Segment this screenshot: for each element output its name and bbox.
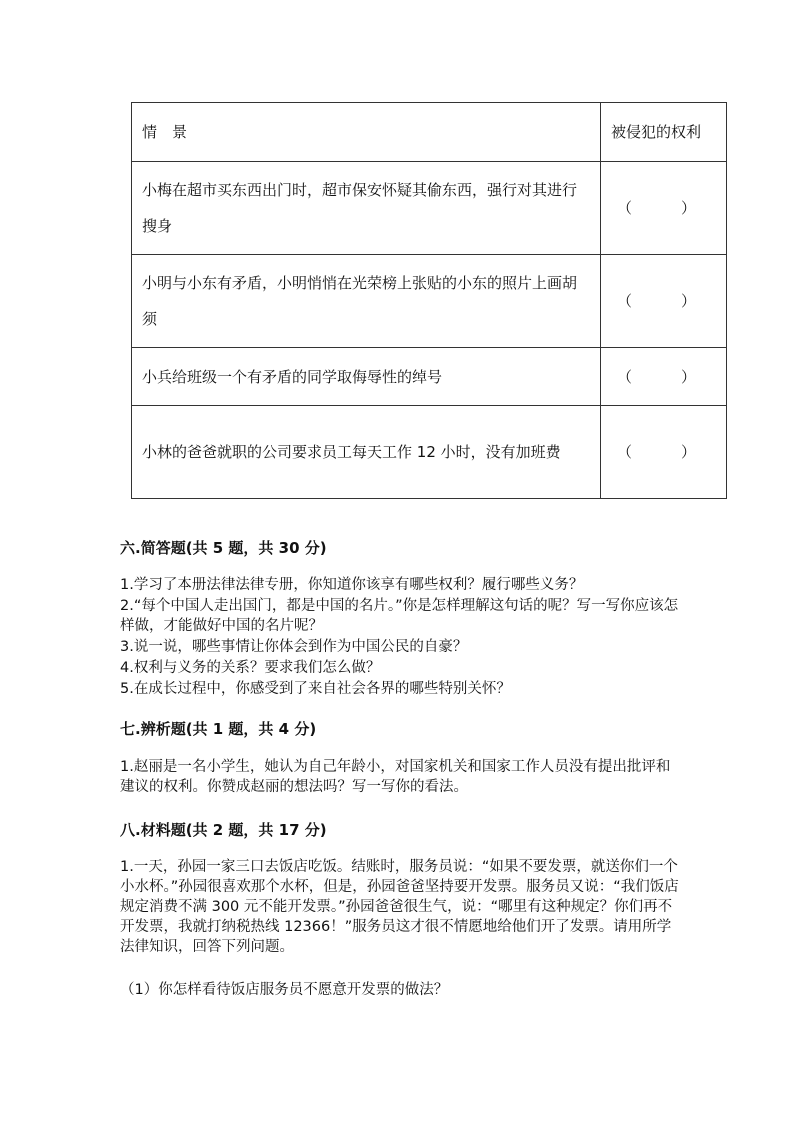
table-row (132, 255, 727, 348)
scene-cell: 小兵给班级一个有矛盾的同学取侮辱性的绰号 (132, 348, 601, 406)
answer-blank[interactable]: （ ） (601, 348, 727, 406)
table-row (132, 406, 727, 499)
scene-cell: 小梅在超市买东西出门时，超市保安怀疑其偷东西，强行对其进行搜身 (132, 162, 601, 255)
question-6-3: 3.说一说，哪些事情让你体会到作为中国公民的自豪？ (120, 639, 468, 655)
rights-table (131, 102, 727, 499)
question-8-1-sub-1: （1）你怎样看待饭店服务员不愿意开发票的做法？ (120, 982, 449, 998)
table-header-row (132, 103, 727, 162)
header-scene: 情 景 (132, 103, 601, 162)
section-8-title: 八.材料题(共 2 题，共 17 分) (120, 821, 327, 839)
answer-blank[interactable]: （ ） (601, 162, 727, 255)
answer-blank[interactable]: （ ） (601, 255, 727, 348)
section-7-title: 七.辨析题(共 1 题，共 4 分) (120, 720, 317, 738)
section-6-title: 六.简答题(共 5 题，共 30 分) (120, 539, 327, 557)
question-8-1: 1.一天，孙园一家三口去饭店吃饭。结账时，服务员说：“如果不要发票，就送你们一个小水杯。”孙园很喜欢那个水杯，但是，孙园爸爸坚持要开发票。服务员又说：“我们饭店规定消费不满 300 元不能开发票。”孙园爸爸很生气，说：“哪里有这种规定？你们再不开发票，我就打纳税热线 12366！”服务员这才很不情愿地给他们开了发票。请用所学法律知识，回答下列问题。 (120, 859, 679, 955)
question-7-1: 1.赵丽是一名小学生，她认为自己年龄小，对国家机关和国家工作人员没有提出批评和建议的权利。你赞成赵丽的想法吗？写一写你的看法。 (120, 759, 671, 795)
header-right: 被侵犯的权利 (601, 103, 727, 162)
question-6-4: 4.权利与义务的关系？要求我们怎么做？ (120, 660, 381, 676)
scene-cell: 小林的爸爸就职的公司要求员工每天工作 12 小时，没有加班费 (132, 406, 601, 499)
question-6-2: 2.“每个中国人走出国门，都是中国的名片。”你是怎样理解这句话的呢？写一写你应该怎样做，才能做好中国的名片呢？ (120, 598, 679, 634)
table-row (132, 162, 727, 255)
scene-cell: 小明与小东有矛盾，小明悄悄在光荣榜上张贴的小东的照片上画胡须 (132, 255, 601, 348)
table-row (132, 348, 727, 406)
question-6-5: 5.在成长过程中，你感受到了来自社会各界的哪些特别关怀？ (120, 681, 511, 697)
question-6-1: 1.学习了本册法律法律专册，你知道你该享有哪些权利？履行哪些义务？ (120, 577, 584, 593)
answer-blank[interactable]: （ ） (601, 406, 727, 499)
